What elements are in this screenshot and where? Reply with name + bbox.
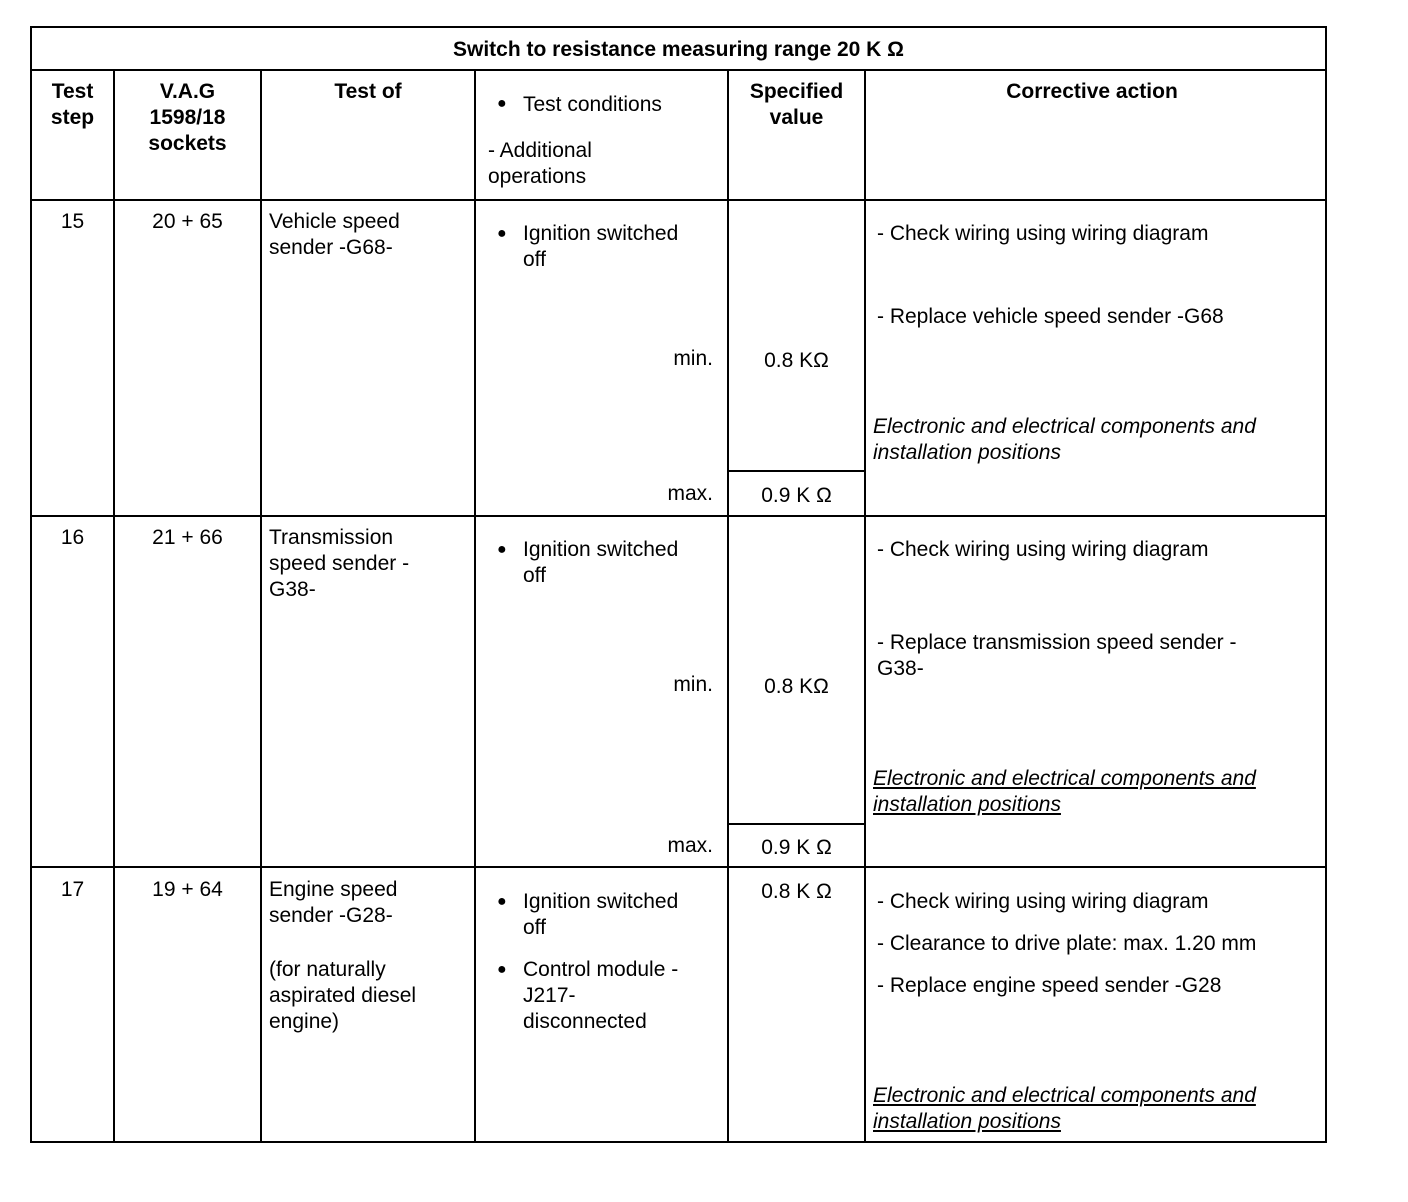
row-15-divider: [30, 515, 1327, 517]
row-15-min-value: 0.8 KΩ: [764, 349, 829, 372]
col-divider-4: [727, 69, 729, 1143]
row-15-max-label: max.: [667, 482, 713, 505]
bullet-icon: ●: [497, 541, 507, 558]
row-17-reference-link[interactable]: Electronic and electrical components and installation positions: [873, 1084, 1256, 1133]
bullet-icon: ●: [497, 893, 507, 910]
row-15-condition: Ignition switched off: [523, 222, 679, 271]
row-16-test-of: Transmission speed sender - G38-: [269, 526, 410, 601]
row-17-condition-ignition: Ignition switched off: [523, 890, 679, 939]
row-17-sockets: 19 + 64: [152, 878, 223, 901]
row-15-min-label: min.: [673, 347, 713, 370]
row-16-action-replace: - Replace transmission speed sender - G38-: [877, 631, 1237, 680]
row-17-test-of: Engine speed sender -G28-: [269, 878, 398, 927]
header-corrective-action: Corrective action: [1006, 80, 1178, 103]
row-16-reference-link[interactable]: Electronic and electrical components and installation positions: [873, 767, 1256, 816]
table-title: Switch to resistance measuring range 20 K Ω: [453, 38, 904, 61]
bullet-icon: ●: [497, 961, 507, 978]
col-divider-5: [864, 69, 866, 1143]
header-test-of: Test of: [334, 80, 402, 103]
row-16-min-value: 0.8 KΩ: [764, 675, 829, 698]
header-test-step: Test step: [50, 80, 95, 129]
title-divider: [30, 69, 1327, 71]
row-15-test-of: Vehicle speed sender -G68-: [269, 210, 400, 259]
row-15-sockets: 20 + 65: [152, 210, 223, 233]
header-sockets: V.A.G 1598/18 sockets: [148, 80, 227, 155]
col-divider-2: [260, 69, 262, 1143]
row-17-step: 17: [60, 878, 85, 901]
row-17-action-replace: - Replace engine speed sender -G28: [877, 974, 1222, 997]
row-17-action-check-wiring: - Check wiring using wiring diagram: [877, 890, 1209, 913]
row-15-reference: Electronic and electrical components and installation positions: [873, 415, 1256, 464]
header-specified-value: Specified value: [749, 80, 844, 129]
bullet-icon: ●: [497, 95, 507, 112]
row-15-action-replace: - Replace vehicle speed sender -G68: [877, 305, 1224, 328]
row-15-max-value: 0.9 K Ω: [761, 484, 832, 507]
row-16-value-divider: [728, 823, 866, 825]
row-16-min-label: min.: [673, 673, 713, 696]
row-15-step: 15: [60, 210, 85, 233]
header-additional-operations: - Additional operations: [488, 139, 592, 188]
row-15-value-divider: [728, 470, 866, 472]
row-16-step: 16: [60, 526, 85, 549]
row-16-max-label: max.: [667, 834, 713, 857]
row-17-test-of-note: (for naturally aspirated diesel engine): [269, 958, 417, 1033]
row-16-action-check-wiring: - Check wiring using wiring diagram: [877, 538, 1209, 561]
row-16-condition: Ignition switched off: [523, 538, 679, 587]
row-16-max-value: 0.9 K Ω: [761, 836, 832, 859]
row-16-sockets: 21 + 66: [152, 526, 223, 549]
header-divider: [30, 199, 1327, 201]
row-17-condition-control-module: Control module - J217- disconnected: [523, 958, 679, 1033]
header-test-conditions: Test conditions: [523, 93, 662, 116]
bullet-icon: ●: [497, 225, 507, 242]
row-16-divider: [30, 866, 1327, 868]
row-15-action-check-wiring: - Check wiring using wiring diagram: [877, 222, 1209, 245]
row-17-action-clearance: - Clearance to drive plate: max. 1.20 mm: [877, 932, 1257, 955]
row-17-value: 0.8 K Ω: [761, 880, 832, 903]
col-divider-3: [474, 69, 476, 1143]
